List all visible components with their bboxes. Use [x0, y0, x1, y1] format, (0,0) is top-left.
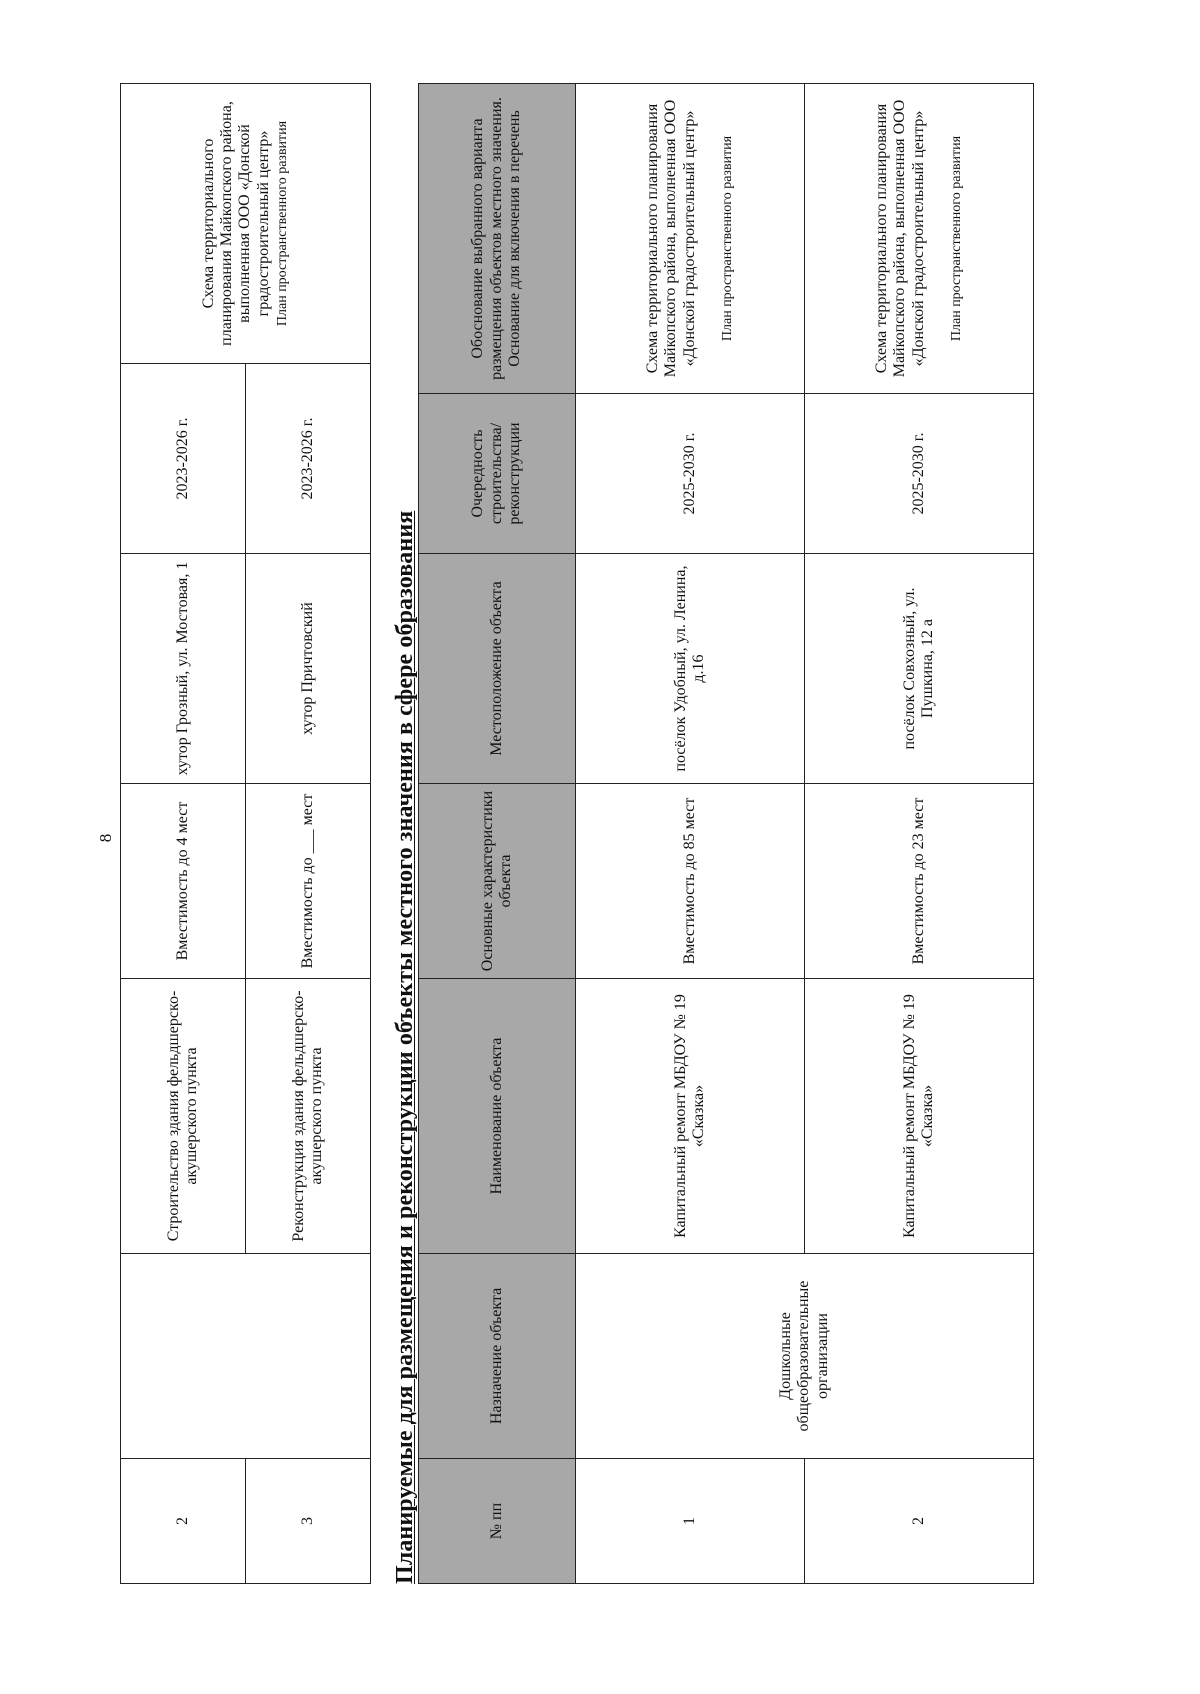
- table-row: [121, 84, 246, 1584]
- purpose-cell: [121, 1254, 371, 1459]
- header-row: [419, 84, 576, 1584]
- object-name: Реконструкция здания фельдшерско-акушерского пункта: [246, 979, 371, 1254]
- object-name: Капитальный ремонт МБДОУ № 19 «Сказка»: [576, 979, 805, 1254]
- object-characteristics: Вместимость до ___ мест: [246, 784, 371, 979]
- continuation-table: [120, 83, 371, 1584]
- justification-text: Схема территориального планирования Майкопского района, выполненная ООО «Донской градостроительный центр»: [644, 99, 698, 378]
- purpose-group: Дошкольные общеобразовательные организации: [576, 1254, 1034, 1459]
- header-purpose: Назначение объекта: [419, 1254, 576, 1459]
- header-characteristics: Основные характеристики объекта: [419, 784, 576, 979]
- justification-cell: [121, 84, 371, 364]
- object-name: Строительство здания фельдшерско-акушерского пункта: [121, 979, 246, 1254]
- justification-note: План пространственного развития: [719, 135, 735, 342]
- row-number: 1: [576, 1459, 805, 1584]
- row-number: 2: [121, 1459, 246, 1584]
- object-location: посёлок Совхозный, ул. Пушкина, 12 а: [805, 554, 1034, 784]
- justification-cell: [805, 84, 1034, 394]
- row-number: 2: [805, 1459, 1034, 1584]
- object-characteristics: Вместимость до 23 мест: [805, 784, 1034, 979]
- justification-text: Схема территориального планирования Майкопского района, выполненная ООО «Донской градостроительный центр»: [199, 101, 272, 346]
- page-number: 8: [96, 833, 115, 843]
- section-title: Планируемые для размещения и реконструкции объекты местного значения в сфере образования: [392, 510, 418, 1584]
- object-location: хутор Причтовский: [246, 554, 371, 784]
- object-characteristics: Вместимость до 85 мест: [576, 784, 805, 979]
- header-location: Местоположение объекта: [419, 554, 576, 784]
- justification-text: Схема территориального планирования Майкопского района, выполненная ООО «Донской градостроительный центр»: [873, 99, 927, 378]
- education-objects-table: [418, 83, 1034, 1584]
- justification-cell: [576, 84, 805, 394]
- construction-period: 2023-2026 г.: [121, 364, 246, 554]
- header-num: № пп: [419, 1459, 576, 1584]
- rotated-page-content: [120, 84, 1050, 1584]
- row-number: 3: [246, 1459, 371, 1584]
- object-name: Капитальный ремонт МБДОУ № 19 «Сказка»: [805, 979, 1034, 1254]
- header-justification: Обоснование выбранного варианта размещения объектов местного значения. Основание для включения в перечень: [419, 84, 576, 394]
- object-location: посёлок Удобный, ул. Ленина, д.16: [576, 554, 805, 784]
- construction-period: 2023-2026 г.: [246, 364, 371, 554]
- justification-note: План пространственного развития: [948, 135, 964, 342]
- header-period: Очередность строительства/ реконструкции: [419, 394, 576, 554]
- object-location: хутор Грозный, ул. Мостовая, 1: [121, 554, 246, 784]
- header-name: Наименование объекта: [419, 979, 576, 1254]
- construction-period: 2025-2030 г.: [576, 394, 805, 554]
- object-characteristics: Вместимость до 4 мест: [121, 784, 246, 979]
- construction-period: 2025-2030 г.: [805, 394, 1034, 554]
- justification-note: План пространственного развития: [275, 120, 291, 327]
- table-row: [576, 84, 805, 1584]
